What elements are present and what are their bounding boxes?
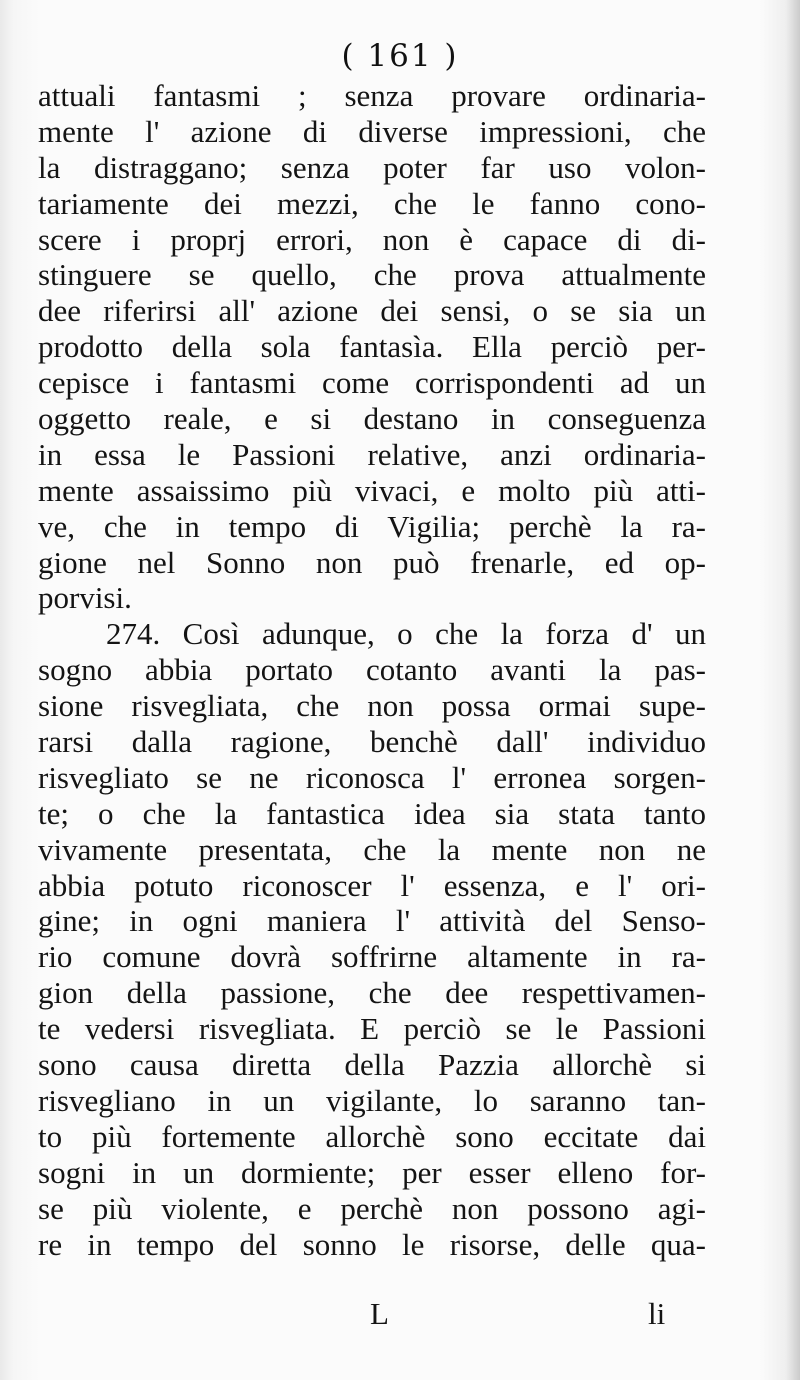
text-line: mente l' azione di diverse impressioni, che <box>38 113 706 149</box>
text-line: sogni in un dormiente; per esser elleno for- <box>38 1154 706 1190</box>
page-edge-shadow <box>786 0 800 1380</box>
text-line: la distraggano; senza poter far uso volon- <box>38 149 706 185</box>
text-line: sogno abbia portato cotanto avanti la pas- <box>38 652 706 688</box>
page-footer <box>0 1296 800 1336</box>
text-line: oggetto reale, e si destano in conseguenza <box>38 401 706 437</box>
page-number: ( 161 ) <box>341 38 459 74</box>
text-line: porvisi. <box>38 580 132 616</box>
body-text <box>38 78 706 1262</box>
text-line: mente assaissimo più vivaci, e molto più atti- <box>38 472 706 508</box>
text-line: sono causa diretta della Pazzia allorchè si <box>38 1047 706 1083</box>
text-line: se più violente, e perchè non possono agi- <box>38 1190 706 1226</box>
text-line: tariamente dei mezzi, che le fanno cono- <box>38 185 706 221</box>
text-line: risvegliano in un vigilante, lo saranno tan- <box>38 1082 706 1118</box>
text-line: gione nel Sonno non può frenarle, ed op- <box>38 544 706 580</box>
text-line: to più fortemente allorchè sono eccitate dai <box>38 1118 706 1154</box>
text-line: rarsi dalla ragione, benchè dall' individuo <box>38 724 706 760</box>
text-line: stinguere se quello, che prova attualmente <box>38 257 706 293</box>
text-line: vivamente presentata, che la mente non ne <box>38 831 706 867</box>
text-line: gion della passione, che dee respettivamen- <box>38 975 706 1011</box>
catchword: li <box>648 1296 666 1331</box>
text-line: re in tempo del sonno le risorse, delle qua- <box>38 1226 706 1262</box>
text-line: dee riferirsi all' azione dei sensi, o se sia un <box>38 293 706 329</box>
text-line: rio comune dovrà soffrirne altamente in ra- <box>38 939 706 975</box>
text-line: gine; in ogni maniera l' attività del Senso- <box>38 903 706 939</box>
signature-mark: L <box>370 1296 389 1331</box>
text-line: attuali fantasmi ; senza provare ordinaria- <box>38 78 706 113</box>
text-line: scere i proprj errori, non è capace di di- <box>38 221 706 257</box>
text-line: in essa le Passioni relative, anzi ordinaria- <box>38 436 706 472</box>
paragraph-start-274: 274. Così adunque, o che la forza d' un <box>106 616 706 652</box>
text-line: abbia potuto riconoscer l' essenza, e l' ori- <box>38 867 706 903</box>
text-line: prodotto della sola fantasìa. Ella perciò per- <box>38 329 706 365</box>
text-line: te vedersi risvegliata. E perciò se le Passioni <box>38 1011 706 1047</box>
text-line: sione risvegliata, che non possa ormai supe- <box>38 688 706 724</box>
text-line: te; o che la fantastica idea sia stata tanto <box>38 795 706 831</box>
text-line: ve, che in tempo di Vigilia; perchè la ra- <box>38 508 706 544</box>
text-line: cepisce i fantasmi come corrispondenti ad un <box>38 365 706 401</box>
text-line: risvegliato se ne riconosca l' erronea sorgen- <box>38 759 706 795</box>
